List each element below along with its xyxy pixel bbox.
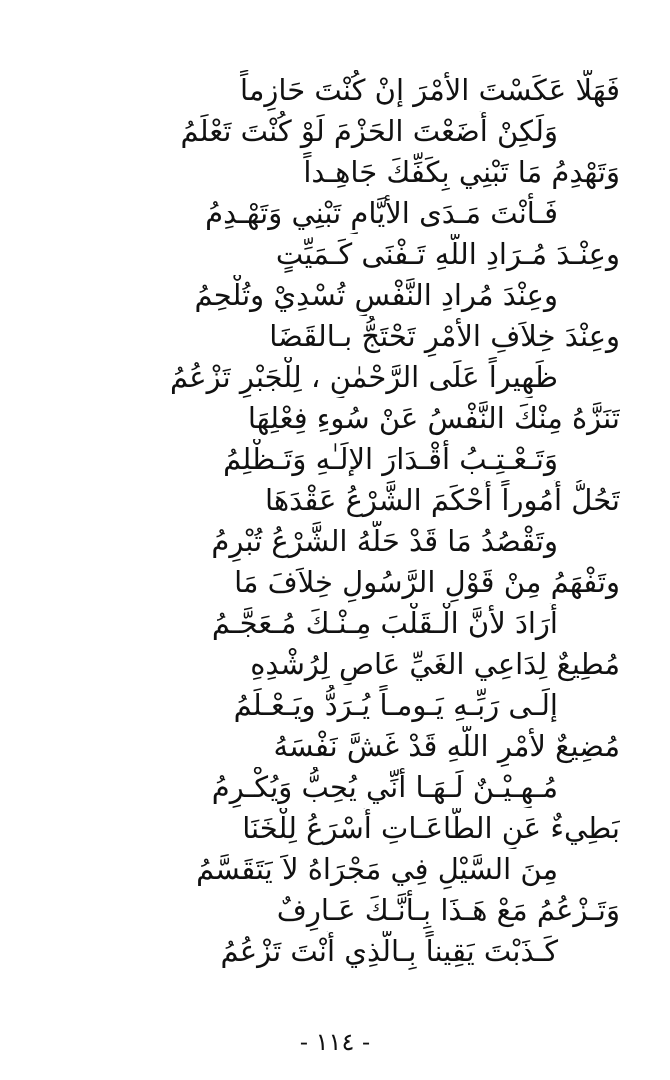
- verse-line: مُطِيعٌ لِدَاعِي الغَيِّ عَاصٍ لِرُشْدِهِ: [250, 647, 620, 681]
- verse-line: كَـذَبْتَ يَقِيناً بِـالَّذِي أَنْتَ تَزْعُمُ: [220, 934, 558, 968]
- verse-line: بَطِيءٌ عَنِ الطَّاعَـاتِ أَسْرَعُ لِلْخَنَا: [242, 811, 620, 845]
- verse-line: وَتَـعْـتِـبُ أقْـدَارَ الإلَـٰهِ وَتَـظْلِمُ: [223, 442, 558, 476]
- verse-line: مِنَ السَّيْلِ فِي مَجْرَاهُ لاَ يَتَقَسَّمُ: [196, 852, 558, 886]
- verse-line: وعِنْـدَ مُـرَادِ اللّهِ تَـفْنَى كَـمَيِّتٍ: [275, 237, 620, 271]
- verse-line: تَحُلُّ أُمُوراً أَحْكَمَ الشَّرْعُ عَقْدَهَا: [265, 483, 620, 517]
- verse-line: تَنَزَّهُ مِنْكَ النَّفْسُ عَنْ سُوءِ فِعْلِهَا: [247, 401, 620, 435]
- verse-line: وتَقْصُدُ مَا قَدْ حَلَّهُ الشَّرْعُ تُبْرِمُ: [211, 524, 558, 558]
- verse-line: أَرَادَ لأنَّ الْـقَلْبَ مِـنْـكَ مُـعَجَّـمُ: [211, 606, 558, 640]
- page-number: - ١١٤ -: [299, 1028, 371, 1056]
- verse-line: وتَفْهَمُ مِنْ قَوْلِ الرَّسُولِ خِلاَفَ مَا: [234, 565, 620, 599]
- verse-line: وَلَكِنْ أَضَعْتَ الحَزْمَ لَوْ كُنْتَ تَعْلَمُ: [180, 114, 558, 148]
- poem-verses: [60, 70, 620, 972]
- verse-line: وعِنْدَ مُرادِ النَّفْسِ تُسْدِيْ وتُلْحِمُ: [194, 278, 558, 312]
- verse-line: مُـهِـيْـنٌ لَـهَـا أنِّي يُحِبُّ وَيُكْـرِمُ: [211, 770, 558, 804]
- verse-line: وَتَـزْعُمُ مَعْ هَـذَا بِـأنَّـكَ عَـارِفٌ: [276, 893, 620, 927]
- verse-line: إلَـى رَبِّـهِ يَـومـاً يُـرَدُّ ويَـعْـلَمُ: [233, 688, 558, 722]
- verse-line: فَـأَنْتَ مَـدَى الأيَّامِ تَبْنِي وَتَهْـدِمُ: [205, 196, 558, 230]
- verse-line: وَتَهْدِمُ مَا تَبْنِي بِكَفِّكَ جَاهِـداً: [303, 155, 620, 189]
- verse-line: مُضِيعٌ لأمْرِ اللّهِ قَدْ غَشَّ نَفْسَهُ: [273, 729, 620, 763]
- verse-line: وعِنْدَ خِلاَفِ الأمْرِ تَحْتَجُّ بـالقَضَا: [269, 319, 620, 353]
- verse-line: ظَهِيراً عَلَى الرَّحْمٰنِ ، لِلْجَبْرِ تَزْعُمُ: [169, 360, 558, 394]
- verse-line: فَهَلَّا عَكَسْتَ الأمْرَ إنْ كُنْتَ حَازِماً: [240, 73, 620, 107]
